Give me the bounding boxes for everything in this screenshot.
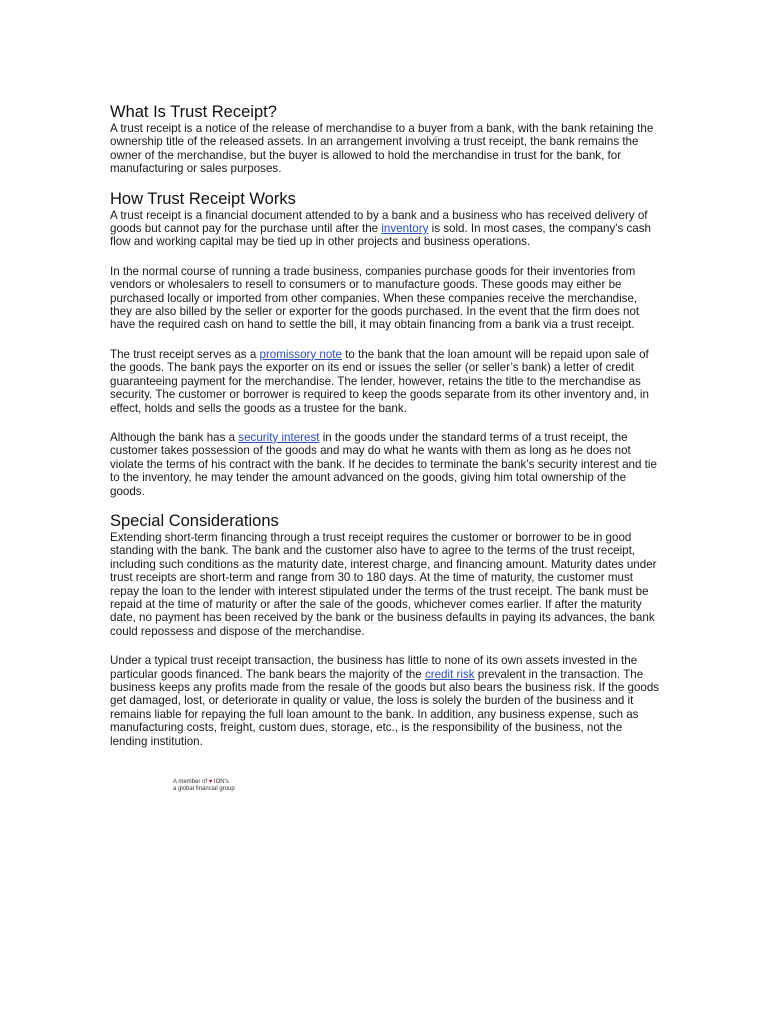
paragraph: [110, 431, 662, 498]
text-run: In the normal course of running a trade business, companies purchase goods for their inventories from vendors or wholesalers to resell to consumers or to manufacture goods. These goods may either be purchased locally or imported from other companies. When these companies receive the merchandise, they are also billed by the seller or exporter for the goods purchased. In the event that the firm does not have the required cash on hand to settle the bill, it may obtain financing from a bank via a trust receipt.: [110, 264, 640, 332]
article-body: [110, 102, 662, 748]
text-run: in the goods under the standard terms of a trust receipt, the customer takes possession of the goods and may do what he wants with them as long as he does not violate the terms of his contract with the bank. If he decides to terminate the bank’s security interest and tie to the inventory, he may tender the amount advanced on the goods, giving him total ownership of the goods.: [110, 430, 657, 498]
text-run: to the bank that the loan amount will be repaid upon sale of the goods. The bank pays the exporter on its end or issues the seller (or seller’s bank) a letter of credit guaranteeing payment for the merchandise. The lender, however, retains the title to the merchandise as security. The customer or borrower is required to keep the goods separate from its other inventory and, in effect, holds and sells the goods as a trustee for the bank.: [110, 347, 649, 415]
link-promissory-note[interactable]: promissory note: [259, 347, 342, 361]
logo-mark-icon: ♥: [208, 779, 213, 785]
text-run: prevalent in the transaction. The business keeps any profits made from the resale of the goods but also bears the business risk. If the goods get damaged, lost, or deteriorate in quality or value, the loss is solely the burden of the business and it remains liable for repaying the full loan amount to the bank. In addition, any business expense, such as manufacturing costs, freight, custom dues, storage, etc., is the responsibility of the business, not the lending institution.: [110, 667, 660, 748]
text-run: The trust receipt serves as a: [110, 347, 260, 361]
text-run: Extending short-term financing through a trust receipt requires the customer or borrower to be in good standing with the bank. The bank and the customer also have to agree to the terms of the trust receipt, including such conditions as the maturity date, interest charge, and financing amount. Maturity dates under trust receipts are short-term and range from 30 to 180 days. At the time of maturity, the customer must repay the loan to the lender with interest stipulated under the terms of the trust receipt. The bank must be repaid at the time of maturity or after the sale of the goods, whichever comes earlier. If after the maturity date, no payment has been received by the bank or the business defaults in paying its advances, the bank could repossess and dispose of the merchandise.: [110, 530, 657, 638]
footer-logo-prefix: A member of: [173, 779, 208, 785]
text-run: Under a typical trust receipt transaction, the business has little to none of its own assets invested in the particular goods financed. The bank bears the majority of the: [110, 654, 638, 681]
text-run: A trust receipt is a notice of the release of merchandise to a buyer from a bank, with the bank retaining the ownership title of the released assets. In an arrangement involving a trust receipt, the bank remains the owner of the merchandise, but the buyer is allowed to hold the merchandise in trust for the bank, for manufacturing or sales purposes.: [110, 122, 654, 176]
link-credit-risk[interactable]: credit risk: [424, 667, 475, 681]
text-run: Although the bank has a: [110, 430, 239, 444]
link-security-interest[interactable]: security interest: [238, 430, 320, 444]
paragraph: [110, 654, 662, 748]
footer-logo-suffix: ION's: [213, 779, 229, 785]
paragraph: [110, 122, 662, 176]
footer-logo-tagline: a global financial group: [173, 786, 235, 792]
text-run: A trust receipt is a financial document attended to by a bank and a business who has received delivery of goods but cannot pay for the purchase until after the: [110, 208, 648, 236]
section-heading-how-trust-receipt-works: How Trust Receipt Works: [110, 189, 296, 208]
paragraph: [110, 531, 662, 638]
paragraph: [110, 265, 662, 332]
paragraph: [110, 209, 662, 249]
footer-logo: [173, 779, 235, 793]
link-inventory[interactable]: inventory: [381, 222, 429, 236]
text-run: is sold. In most cases, the company's cash flow and working capital may be tied up in other projects and business operations.: [110, 222, 651, 249]
section-heading-what-is-trust-receipt: What Is Trust Receipt?: [110, 103, 277, 121]
paragraph: [110, 348, 662, 415]
section-heading-special-considerations: Special Considerations: [110, 511, 279, 530]
